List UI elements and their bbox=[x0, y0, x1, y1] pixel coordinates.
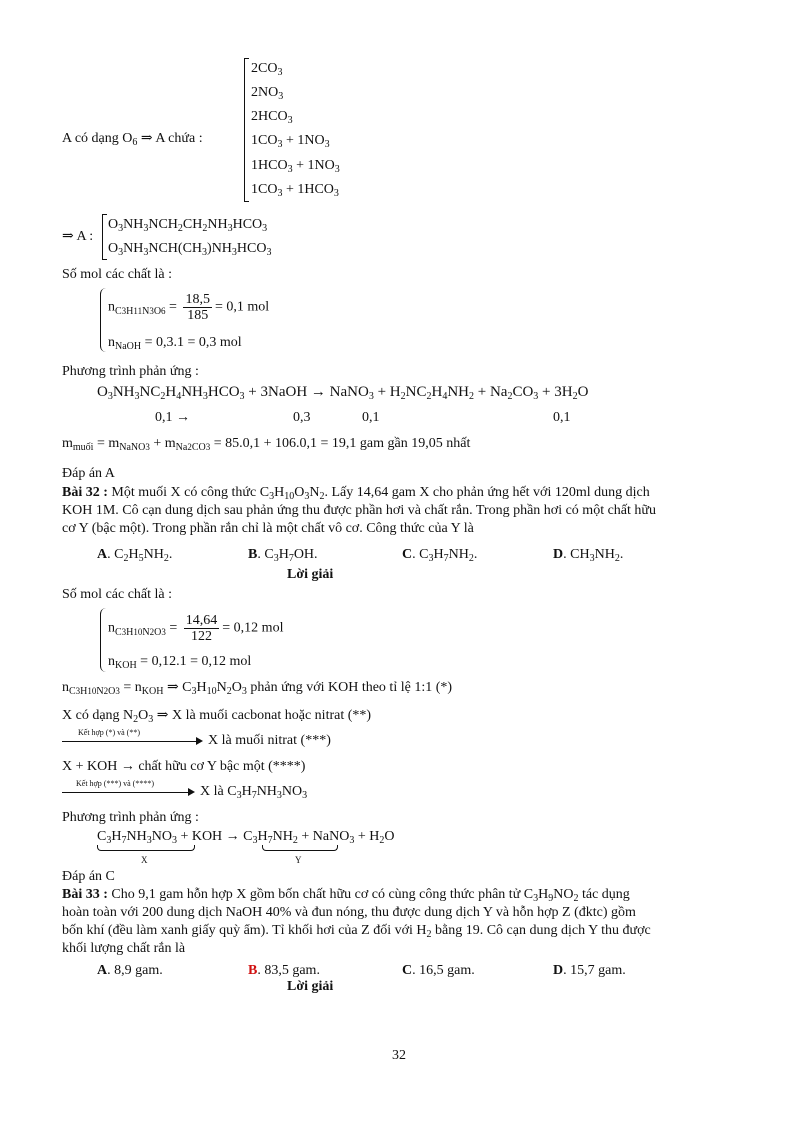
a-result-lead: ⇒ A : bbox=[62, 229, 94, 244]
answer-c: Đáp án C bbox=[62, 869, 115, 884]
combine2-arrow-line bbox=[62, 792, 189, 793]
bai32-opt-a: A. $C_2H_5NH_2$. bbox=[97, 547, 173, 564]
reaction-heading-1: Phương trình phản ứng : bbox=[62, 364, 199, 379]
bai33-opt-d: D. 15,7 gam. bbox=[553, 963, 626, 978]
bai33-line4: khối lượng chất rắn là bbox=[62, 941, 186, 956]
mol-heading-1: Số mol các chất là : bbox=[62, 267, 173, 282]
combine1-arrow-head bbox=[196, 737, 203, 745]
options-bracket bbox=[244, 58, 249, 202]
bai33-opt-a: A. 8,9 gam. bbox=[97, 963, 163, 978]
option-1: $2CO_3$ bbox=[251, 61, 283, 78]
option-4: $1CO_3 + 1NO_3$ bbox=[251, 133, 330, 150]
koh-line: X + KOH → chất hữu cơ Y bậc một (****) bbox=[62, 759, 306, 774]
combine2-text: X là $C_3H_7NH_3NO_3$ bbox=[200, 784, 308, 801]
bai33-line1: Bài 33 : Cho 9,1 gam hỗn hợp X gồm bốn chất hữu cơ có cùng công thức phân tử $C_3H_9NO_2$ tác dụng bbox=[62, 887, 630, 904]
combine1-arrow-line bbox=[62, 741, 197, 742]
combine1-label: Kết hợp (*) và (**) bbox=[78, 728, 140, 737]
reaction2-y: Y bbox=[295, 855, 302, 865]
mol1-line1: $n_{C3H11N3O6}$ = $\frac{18,5}{185}$ = 0,1 mol bbox=[108, 292, 270, 323]
ratio-line: $n_{C3H10N2O3} = n_{KOH}$ ⇒ $C_3H_{10}N_2O_3$ phản ứng với KOH theo tỉ lệ 1:1 (*) bbox=[62, 680, 453, 697]
reaction2-equation: $C_3H_7NH_3NO_3$ + KOH → $C_3H_7NH_2$ + NaNO$_3$ + $H_2O$ bbox=[97, 829, 395, 846]
a-form-line: A có dạng $O_6$ ⇒ A chứa : bbox=[62, 131, 203, 148]
a-result-line2: $O_3NH_3NCH(CH_3)NH_3HCO_3$ bbox=[108, 241, 272, 258]
mol1-brace bbox=[100, 288, 106, 352]
reaction2-x: X bbox=[141, 855, 148, 865]
bai33-opt-b: B. 83,5 gam. bbox=[248, 963, 320, 978]
bai32-line1: Bài 32 : Một muối X có công thức $C_3H_{10}O_3N_2$. Lấy 14,64 gam X cho phản ứng hết với 120ml dung dịch bbox=[62, 485, 650, 502]
a-result-bracket bbox=[102, 214, 107, 260]
bai32-opt-c: C. $C_3H_7NH_2$. bbox=[402, 547, 478, 564]
mol1-line2: $n_{NaOH} = 0,3.1 = 0,3$ mol bbox=[108, 335, 242, 352]
reaction1-q3: 0,1 bbox=[362, 410, 380, 425]
bai32-opt-b: B. $C_3H_7OH$. bbox=[248, 547, 318, 564]
a-result-line1: $O_3NH_3NCH_2CH_2NH_3HCO_3$ bbox=[108, 217, 268, 234]
option-3: $2HCO_3$ bbox=[251, 109, 293, 126]
reaction2-underbrace-x bbox=[97, 845, 195, 851]
bai32-line3: cơ Y (bậc một). Trong phần rắn chỉ là một chất vô cơ. Công thức của Y là bbox=[62, 521, 474, 536]
form-line: X có dạng $N_2O_3$ ⇒ X là muối cacbonat hoặc nitrat (**) bbox=[62, 708, 372, 725]
bai33-solution: Lời giải bbox=[287, 979, 334, 994]
reaction1-q2: 0,3 bbox=[293, 410, 311, 425]
combine2-arrow-head bbox=[188, 788, 195, 796]
bai33-line2: hoàn toàn với 200 dung dịch NaOH 40% và đun nóng, thu được dung dịch Y và hỗn hợp Z (đktc) gồm bbox=[62, 905, 636, 920]
combine2-label: Kết hợp (***) và (****) bbox=[76, 779, 154, 788]
option-6: $1CO_3 + 1HCO_3$ bbox=[251, 182, 339, 199]
option-5: $1HCO_3 + 1NO_3$ bbox=[251, 158, 340, 175]
mol2-line2: $n_{KOH} = 0,12.1 = 0,12$ mol bbox=[108, 654, 252, 671]
combine1-text: X là muối nitrat (***) bbox=[208, 733, 331, 748]
option-2: $2NO_3$ bbox=[251, 85, 284, 102]
bai32-opt-d: D. $CH_3NH_2$. bbox=[553, 547, 624, 564]
answer-a: Đáp án A bbox=[62, 466, 115, 481]
mol2-brace bbox=[100, 608, 106, 672]
bai33-opt-c: C. 16,5 gam. bbox=[402, 963, 475, 978]
bai33-line3: bốn khí (đều làm xanh giấy quỳ ẩm). Tỉ khối hơi của Z đối với $H_2$ bằng 19. Cô cạn dung dịch Y thu được bbox=[62, 923, 651, 940]
reaction-heading-2: Phương trình phản ứng : bbox=[62, 810, 199, 825]
reaction1-q4: 0,1 bbox=[553, 410, 571, 425]
page-number: 32 bbox=[392, 1048, 406, 1063]
mass-line: $m_{muối} = m_{NaNO3} + m_{Na2CO3} = 85.0,1 + 106.0,1 = 19,1$ gam gần 19,05 nhất bbox=[62, 436, 471, 453]
reaction1-equation: $O_3NH_3NC_2H_4NH_3HCO_3$ + 3NaOH → NaNO$_3$ + $H_2NC_2H_4NH_2 + Na_2CO_3 + 3H_2O$ bbox=[97, 384, 589, 402]
bai32-solution: Lời giải bbox=[287, 567, 334, 582]
reaction2-underbrace-y bbox=[262, 845, 338, 851]
reaction1-q1: 0,1 → bbox=[155, 410, 190, 425]
bai32-line2: KOH 1M. Cô cạn dung dịch sau phản ứng thu được phần hơi và chất rắn. Trong phần hơi có một chất hữu bbox=[62, 503, 656, 518]
mol2-line1: $n_{C3H10N2O3}$ = $\frac{14,64}{122}$ = 0,12 mol bbox=[108, 613, 284, 644]
mol-heading-2: Số mol các chất là : bbox=[62, 587, 173, 602]
